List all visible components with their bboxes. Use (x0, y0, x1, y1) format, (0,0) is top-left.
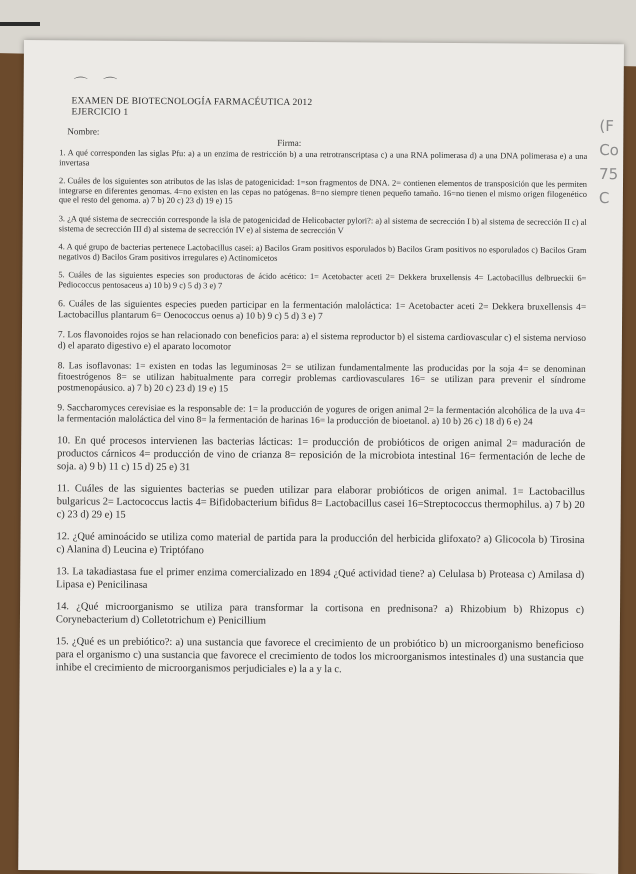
question-12: 12. ¿Qué aminoácido se utiliza como material de partida para la producción del herbicida glifoxato? a) Glicocola b) Tirosina c) Alanina d) Leucina e) Triptófano (56, 530, 585, 556)
question-4: 4. A qué grupo de bacterias pertenece Lactobacillus casei: a) Bacilos Gram positivos esporulados b) Bacilos Gram positivos no esporulados c) Bacilos Gram negativos d) Bacilos Gram positivos irregulares e) Actinomicetos (58, 242, 587, 263)
question-7: 7. Los flavonoides rojos se han relacionado con beneficios para: a) el sistema reproductor b) el sistema cardiovascular c) el sistema nervioso d) el aparato digestivo e) el aparato locomotor (57, 329, 586, 352)
question-3: 3. ¿A qué sistema de secrección corresponde la isla de patogenicidad de Helicobacter pylori?: a) al sistema de secrección I b) al sistema de secrección II c) al sistema de secrección III d) al sistema de secrección IV e) al sistema de secrección V (58, 214, 587, 235)
question-13: 13. La takadiastasa fue el primer enzima comercializado en 1894 ¿Qué actividad tiene? a) Celulasa b) Proteasa c) Amilasa d) Lipasa e) Penicilinasa (56, 565, 585, 591)
exam-subtitle: EJERCICIO 1 (71, 107, 129, 118)
question-text: A qué grupo de bacterias pertenece Lactobacillus casei: a) Bacilos Gram positivos esporulados b) Bacilos Gram positivos no esporulados c) Bacilos Gram negativos d) Bacilos Gram positivos irregulares e) Actinomicetos (58, 242, 587, 263)
question-10: 10. En qué procesos intervienen las bacterias lácticas: 1= producción de probióticos de origen animal 2= maduración de productos cárnicos 4= producción de vino de crianza 8= reposición de la microbiota intestinal 16= fermentación de leche de soja. a) 9 b) 11 c) 15 d) 25 e) 31 (56, 434, 586, 473)
signature-label: Firma: (277, 137, 302, 148)
question-9: 9. Saccharomyces cerevisiae es la responsable de: 1= la producción de yogures de origen animal 2= la fermentación alcohólica de la uva 4= la fermentación maloláctica del vino 8= la fermentación de harinas 16= la producción de bioetanol. a) 10 b) 26 c) 18 d) 6 e) 24 (57, 402, 586, 428)
margin-mark: C (598, 189, 610, 208)
question-text: A qué corresponden las siglas Pfu: a) a un enzima de restricción b) a una retrotranscriptasa c) a una RNA polimerasa d) a una DNA polimerasa e) a una invertasa (59, 148, 588, 168)
exam-header (71, 96, 312, 120)
question-15: 15. ¿Qué es un prebiótico?: a) una sustancia que favorece el crecimiento de un probiótico b) un microorganismo beneficioso para el organismo c) una sustancia que favorece el crecimiento de todos los microorganismos intestinales d) una sustancia que inhibe el crecimiento de microorganismos perjudiciales e) la a y la c. (55, 635, 584, 675)
question-text: ¿Qué aminoácido se utiliza como material de partida para la producción del herbicida glifoxato? a) Glicocola b) Tirosina c) Alanina d) Leucina e) Triptófano (56, 530, 585, 556)
question-text: Cuáles de las siguientes especies pueden participar en la fermentación maloláctica: 1= Acetobacter aceti 2= Dekkera bruxellensis 4= Lactobacillus plantarum 6= Oenococcus oenus a) 10 b) 9 c) 5 d) 3 e) 7 (58, 298, 587, 322)
exam-sheet (18, 40, 624, 874)
question-6: 6. Cuáles de las siguientes especies pueden participar en la fermentación maloláctica: 1= Acetobacter aceti 2= Dekkera bruxellensis 4= Lactobacillus plantarum 6= Oenococcus oenus a) 10 b) 9 c) 5 d) 3 e) 7 (58, 298, 587, 322)
question-text: Cuáles de las siguientes bacterias se pueden utilizar para elaborar probióticos de origen animal. 1= Lactobacillus bulgaricus 2= Lactococcus lactis 4= Bifidobacterium bifidus 8= Lactobacillus casei 16=Streptococcus thermophilus. a) 7 b) 20 c) 23 d) 29 e) 15 (56, 482, 585, 521)
margin-marks (599, 114, 630, 244)
question-text: ¿Qué es un prebiótico?: a) una sustancia que favorece el crecimiento de un probiótico b) un microorganismo beneficioso para el organismo c) una sustancia que favorece el crecimiento de todos los microorganismos intestinales d) una sustancia que inhibe el crecimiento de microorganismos perjudiciales e) la a y la c. (55, 635, 584, 675)
margin-mark: 75 (599, 165, 619, 184)
question-text: Saccharomyces cerevisiae es la responsable de: 1= la producción de yogures de origen animal 2= la fermentación alcohólica de la uva 4= la fermentación maloláctica del vino 8= la fermentación de harinas 16= la producción de bioetanol. a) 10 b) 26 c) 18 d) 6 e) 24 (57, 402, 586, 428)
question-text: ¿A qué sistema de secrección corresponde la isla de patogenicidad de Helicobacter pylori?: a) al sistema de secrección I b) al sistema de secrección II c) al sistema de secrección III d) al sistema de secrección IV e) al sistema de secrección V (58, 214, 587, 235)
question-text: Los flavonoides rojos se han relacionado con beneficios para: a) el sistema reproductor b) el sistema cardiovascular c) el sistema nervioso d) el aparato digestivo e) el aparato locomotor (57, 329, 586, 352)
margin-mark: (F (599, 117, 614, 136)
question-text: Las isoflavonas: 1= existen en todas las leguminosas 2= se utilizan fundamentalmente las producidas por la soja 4= se denominan fitoestrógenos 8= se utilizan habitualmente para corregir problemas cardiovasculares 16= se utilizan para prevenir el síndrome postmenopáusico. a) 7 b) 20 c) 23 d) 19 e) 15 (57, 360, 586, 394)
name-signature-row (67, 126, 587, 148)
question-text: ¿Qué microorganismo se utiliza para transformar la cortisona en prednisona? a) Rhizobium b) Rhizopus c) Corynebacterium d) Colletotrichum e) Penicillium (55, 600, 585, 627)
name-label: Nombre: (67, 126, 100, 137)
question-list (56, 148, 588, 686)
question-text: La takadiastasa fue el primer enzima comercializado en 1894 ¿Qué actividad tiene? a) Celulasa b) Proteasa c) Amilasa d) Lipasa e) Penicilinasa (56, 565, 585, 591)
question-1: 1. A qué corresponden las siglas Pfu: a) a un enzima de restricción b) a una retrotranscriptasa c) a una RNA polimerasa d) a una DNA polimerasa e) a una invertasa (59, 148, 588, 168)
margin-mark: Co (599, 141, 619, 160)
staple-mark (0, 22, 40, 26)
question-text: Cuáles de los siguientes son atributos de las islas de patogenicidad: 1=son fragmentos de DNA. 2= contienen elementos de transposición que les permiten integrarse en diferentes genomas. 4=no existen en las cepas no patógenas. 8=no siempre tienen pequeño tamaño. 16=no tienen el mismo origen filogenético que el resto del genoma. a) 7 b) 20 c) 23 d) 19 e) 15 (58, 176, 588, 206)
punch-marks: ⌒ ⌒ (73, 77, 124, 93)
question-5: 5. Cuáles de las siguientes especies son productoras de ácido acético: 1= Acetobacter aceti 2= Dekkera bruxellensis 4= Lactobacillus delbrueckii 6= Pediococcus pentosaceus a) 10 b) 9 c) 5 d) 3 e) 7 (58, 270, 587, 291)
question-8: 8. Las isoflavonas: 1= existen en todas las leguminosas 2= se utilizan fundamentalmente las producidas por la soja 4= se denominan fitoestrógenos 8= se utilizan habitualmente para corregir problemas cardiovasculares 16= se utilizan para prevenir el síndrome postmenopáusico. a) 7 b) 20 c) 23 d) 19 e) 15 (57, 360, 586, 394)
question-11: 11. Cuáles de las siguientes bacterias se pueden utilizar para elaborar probióticos de origen animal. 1= Lactobacillus bulgaricus 2= Lactococcus lactis 4= Bifidobacterium bifidus 8= Lactobacillus casei 16=Streptococcus thermophilus. a) 7 b) 20 c) 23 d) 29 e) 15 (56, 482, 585, 521)
question-14: 14. ¿Qué microorganismo se utiliza para transformar la cortisona en prednisona? a) Rhizobium b) Rhizopus c) Corynebacterium d) Colletotrichum e) Penicillium (55, 600, 585, 627)
question-text: Cuáles de las siguientes especies son productoras de ácido acético: 1= Acetobacter aceti 2= Dekkera bruxellensis 4= Lactobacillus delbrueckii 6= Pediococcus pentosaceus a) 10 b) 9 c) 5 d) 3 e) 7 (58, 270, 587, 291)
question-2: 2. Cuáles de los siguientes son atributos de las islas de patogenicidad: 1=son fragmentos de DNA. 2= contienen elementos de transposición que les permiten integrarse en diferentes genomas. 4=no existen en las cepas no patógenas. 8=no siempre tienen pequeño tamaño. 16=no tienen el mismo origen filogenético que el resto del genoma. a) 7 b) 20 c) 23 d) 19 e) 15 (58, 176, 588, 206)
question-text: En qué procesos intervienen las bacterias lácticas: 1= producción de probióticos de origen animal 2= maduración de productos cárnicos 4= producción de vino de crianza 8= reposición de la microbiota intestinal 16= fermentación de leche de soja. a) 9 b) 11 c) 15 d) 25 e) 31 (56, 434, 586, 473)
exam-title: EXAMEN DE BIOTECNOLOGÍA FARMACÉUTICA 2012 (71, 96, 313, 109)
